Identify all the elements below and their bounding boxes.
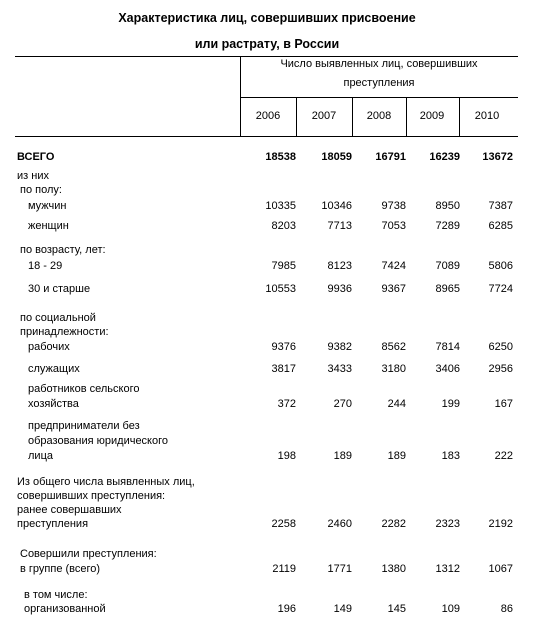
cell-2009: 16239	[429, 151, 460, 163]
year-divider	[296, 97, 297, 136]
cell-2009: 8965	[435, 283, 460, 295]
cell-2007: 9936	[327, 283, 352, 295]
cell-2009: 109	[441, 603, 460, 615]
row-label: рабочих	[28, 341, 70, 353]
cell-2008: 16791	[375, 151, 406, 163]
row-label: служащих	[28, 363, 80, 375]
cell-2010: 2956	[488, 363, 513, 375]
row-label: Из общего числа выявленных лиц,	[17, 476, 195, 488]
cell-2010: 6250	[488, 341, 513, 353]
row-label: по полу:	[20, 184, 62, 196]
cell-2010: 2192	[488, 518, 513, 530]
cell-2006: 196	[277, 603, 296, 615]
cell-2010: 1067	[488, 563, 513, 575]
cell-2009: 2323	[435, 518, 460, 530]
year-header: 2007	[311, 110, 337, 122]
cell-2009: 3406	[435, 363, 460, 375]
cell-2008: 2282	[381, 518, 406, 530]
cell-2006: 7985	[271, 260, 296, 272]
row-label: в группе (всего)	[20, 563, 101, 575]
cell-2010: 7387	[488, 200, 513, 212]
cell-2010: 6285	[488, 220, 513, 232]
cell-2006: 372	[277, 398, 296, 410]
row-label: по социальной	[20, 312, 96, 324]
cell-2006: 2258	[271, 518, 296, 530]
cell-2007: 270	[333, 398, 352, 410]
cell-2010: 222	[494, 450, 513, 462]
cell-2007: 3433	[327, 363, 352, 375]
year-header: 2009	[419, 110, 445, 122]
cell-2008: 7053	[381, 220, 406, 232]
row-label: хозяйства	[28, 398, 79, 410]
cell-2010: 7724	[488, 283, 513, 295]
row-label: совершивших преступления:	[17, 490, 166, 502]
cell-2009: 7814	[435, 341, 460, 353]
row-label: ранее совершавших	[17, 504, 122, 516]
year-header: 2006	[255, 110, 281, 122]
row-label: в том числе:	[24, 589, 88, 601]
cell-2009: 7089	[435, 260, 460, 272]
title-line-1: Характеристика лиц, совершивших присвоение	[118, 11, 416, 25]
year-header: 2008	[366, 110, 392, 122]
cell-2008: 3180	[381, 363, 406, 375]
cell-2007: 189	[333, 450, 352, 462]
year-divider	[459, 97, 460, 136]
row-label: работников сельского	[28, 383, 140, 395]
cell-2006: 9376	[271, 341, 296, 353]
cell-2009: 7289	[435, 220, 460, 232]
cell-2008: 244	[387, 398, 406, 410]
cell-2007: 149	[333, 603, 352, 615]
cell-2006: 18538	[265, 151, 296, 163]
cell-2008: 145	[387, 603, 406, 615]
cell-2010: 5806	[488, 260, 513, 272]
cell-2006: 3817	[271, 363, 296, 375]
row-label: из них	[17, 170, 49, 182]
cell-2010: 167	[494, 398, 513, 410]
cell-2009: 8950	[435, 200, 460, 212]
cell-2006: 10553	[265, 283, 296, 295]
row-label: мужчин	[28, 200, 67, 212]
row-label: по возрасту, лет:	[20, 244, 106, 256]
row-label: лица	[28, 450, 53, 462]
cell-2009: 199	[441, 398, 460, 410]
cell-2010: 13672	[482, 151, 513, 163]
cell-2006: 8203	[271, 220, 296, 232]
header-group-line-1: Число выявленных лиц, совершивших	[280, 58, 478, 70]
cell-2009: 183	[441, 450, 460, 462]
cell-2006: 10335	[265, 200, 296, 212]
row-label: предприниматели без	[28, 420, 140, 432]
cell-2008: 189	[387, 450, 406, 462]
title-line-2: или растрату, в России	[194, 37, 340, 51]
row-label: образования юридического	[28, 435, 169, 447]
cell-2007: 7713	[327, 220, 352, 232]
cell-2008: 9367	[381, 283, 406, 295]
cell-2007: 9382	[327, 341, 352, 353]
row-label: принадлежности:	[20, 326, 109, 338]
cell-2010: 86	[500, 603, 513, 615]
cell-2008: 9738	[381, 200, 406, 212]
header-top-rule	[15, 56, 518, 57]
header-group-line-2: преступления	[343, 77, 415, 89]
cell-2008: 8562	[381, 341, 406, 353]
row-label: преступления	[17, 518, 89, 530]
cell-2007: 2460	[327, 518, 352, 530]
cell-2008: 1380	[381, 563, 406, 575]
row-label: Совершили преступления:	[20, 548, 157, 560]
cell-2007: 10346	[321, 200, 352, 212]
row-label: женщин	[28, 220, 69, 232]
row-label: организованной	[24, 603, 106, 615]
row-label: 30 и старше	[28, 283, 91, 295]
year-header: 2010	[474, 110, 500, 122]
header-bottom-rule	[15, 136, 518, 137]
header-mid-rule	[240, 97, 518, 98]
year-divider	[352, 97, 353, 136]
cell-2007: 1771	[327, 563, 352, 575]
cell-2008: 7424	[381, 260, 406, 272]
cell-2006: 198	[277, 450, 296, 462]
row-label: 18 - 29	[28, 260, 63, 272]
cell-2009: 1312	[435, 563, 460, 575]
cell-2007: 8123	[327, 260, 352, 272]
row-label: ВСЕГО	[17, 151, 55, 163]
cell-2007: 18059	[321, 151, 352, 163]
cell-2006: 2119	[272, 563, 296, 575]
